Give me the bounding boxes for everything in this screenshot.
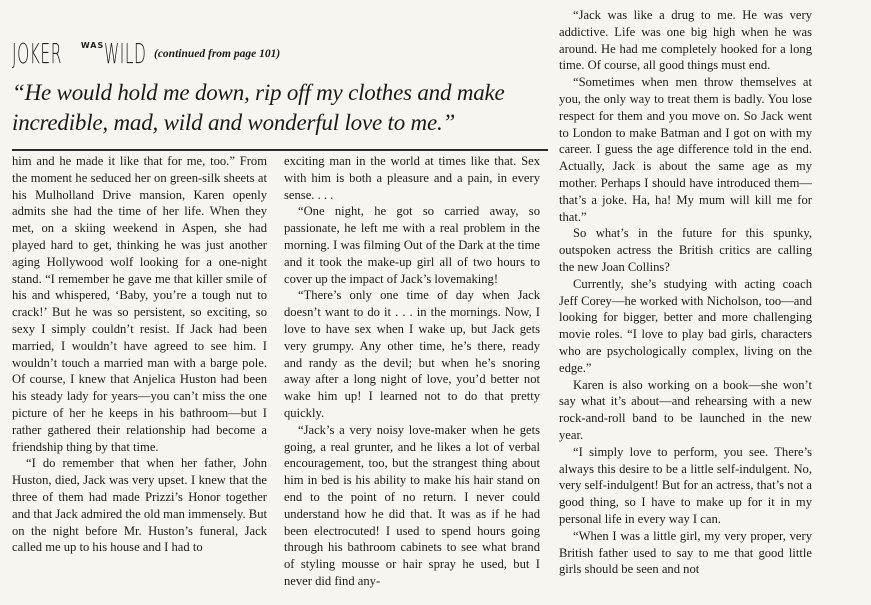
paragraph: “When I was a little girl, my very proper, very British father used to say to me that good little girls should be seen and not (559, 528, 812, 577)
paragraph: “One night, he got so carried away, so passionate, he left me with a real problem in the morning. I was filming Out of the Dark at the time and it took the make-up girl all of two hours to cover up the impact of Jack’s lovemaking! (284, 204, 540, 286)
paragraph: Currently, she’s studying with acting coach Jeff Corey—he worked with Nicholson, too—and looking for bigger, better and more challenging movie roles. “I love to play bad girls, characters who are psychologically complex, living on the edge.” (559, 276, 812, 375)
paragraph: exciting man in the world at times like that. Sex with him is both a pleasure and a pain, in every sense. . . . (284, 154, 540, 202)
article-column-1 (12, 153, 267, 605)
paragraph: So what’s in the future for this spunky, outspoken actress the British critics are calling the new Joan Collins? (559, 226, 812, 274)
paragraph: Karen is also working on a book—she won’t say what it’s about—and rehearsing with a new rock-and-roll band to be launched in the new year. (559, 377, 812, 442)
logo-word-wild: WILD (104, 37, 147, 70)
divider-rule (12, 149, 548, 151)
paragraph: “I do remember that when her father, John Huston, died, Jack was very upset. I knew that the three of them had made Prizzi’s Honor together and that Jack admired the old man immensely. But on the night before Mr. Huston’s funeral, Jack called me up to his house and I had to (12, 456, 267, 555)
logo-word-joker: JOKER (12, 37, 62, 70)
paragraph: “I simply love to perform, you see. There’s always this desire to be a little self-indulgent. No, very self-indulgent! But for an actress, that’s not a good thing, so I have to make up for it in my personal life in every way I can. (559, 444, 812, 526)
article-column-3 (559, 7, 812, 605)
paragraph: “Jack was like a drug to me. He was very addictive. Life was one big high when he was around. He had me completely hooked for a long time. Of course, all good things must end. (559, 8, 812, 73)
continued-note: (continued from page 101) (154, 48, 281, 60)
paragraph: “Sometimes when men throw themselves at you, the only way to treat them is badly. You lose respect for them and you move on. So Jack went to London to make Batman and I got on with my career. I guess the age difference told in the end. Actually, Jack is about the same age as my mother. Perhaps I should have introduced them—that’s a joke. Ha, ha! My mum will kill me for that.” (559, 75, 812, 224)
pull-quote: “He would hold me down, rip off my clothes and make incredible, mad, wild and wonderful love to me.” (12, 80, 505, 135)
logo-word-was: WAS (80, 41, 105, 50)
article-column-2 (284, 153, 540, 605)
paragraph: “Jack’s a very noisy love-maker when he gets going, a real grunter, and he likes a lot of verbal encouragement, too, but the strangest thing about him in bed is his ability to make his hair stand on end to the point of no return. I never could understand how he did that. It was as if he had been electrocuted! I used to spend hours going through his bathroom cabinets to see what brand of styling mousse or hair spray he used, but I never did find any- (284, 422, 540, 588)
paragraph: him and he made it like that for me, too.” From the moment he seduced her on green-silk sheets at his Mulholland Drive mansion, Karen openly admits she had the time of her life. When they met, on a skiing weekend in Aspen, she had played hard to get, thinking he was just another aging Hollywood wolf looking for a one-night stand. “I remember he gave me that killer smile of his and whispered, ‘Baby, you’re a tough nut to crack!’ But he was so persistent, so exciting, so sexy I simply couldn’t resist. If Jack had been married, I wouldn’t have agreed to see him. I wouldn’t touch a married man with a barge pole. Of course, I knew that Anjelica Huston had been his steady lady for years—you can’t miss the one picture of her he keeps in his bathroom—but I rather gathered their relationship had become a friendship thing by that time. (12, 154, 267, 454)
paragraph: “There’s only one time of day when Jack doesn’t want to do it . . . in the mornings. Now, I love to have sex when I wake up, but Jack gets very grumpy. Any other time, he’s there, ready and randy as the devil; but when he’s snoring away after a long night of love, you’d better not wake him up! I learned not to do that pretty quickly. (284, 288, 540, 420)
